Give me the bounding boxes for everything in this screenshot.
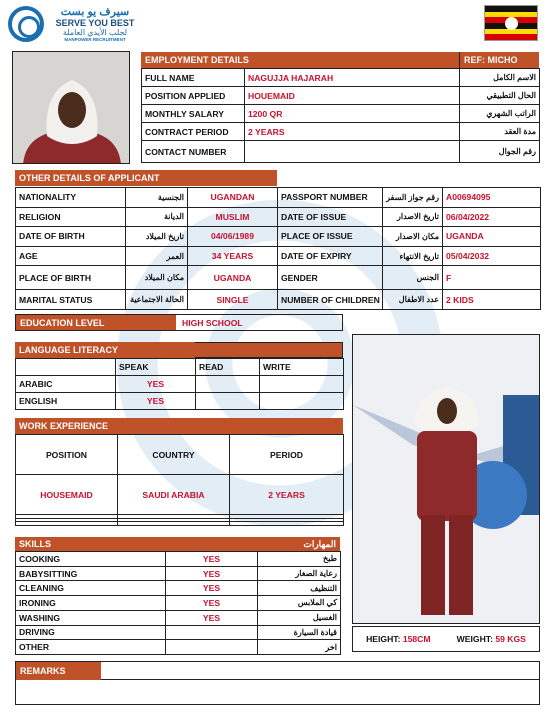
contact-number-value (245, 141, 460, 163)
position-applied-arabic: الحال التطبيقي (460, 87, 540, 105)
babysitting-label: BABYSITTING (16, 566, 166, 581)
table-row (16, 290, 541, 310)
skills-header-label: SKILLS (19, 539, 52, 549)
arabic-write-value (260, 376, 344, 393)
washing-arabic: الغسيل (258, 610, 341, 625)
english-write-value (260, 393, 344, 410)
table-row (16, 435, 344, 475)
position-applied-label: POSITION APPLIED (142, 87, 245, 105)
age-value: 34 YEARS (188, 246, 278, 266)
date-of-expiry-value: 05/04/2032 (443, 246, 541, 266)
table-row (16, 552, 341, 567)
driving-arabic: قيادة السيارة (258, 625, 341, 640)
contract-period-arabic: مدة العقد (460, 123, 540, 141)
headshot-photo (12, 51, 130, 164)
table-row (16, 581, 341, 596)
reference-number: REF: MICHO (459, 52, 539, 68)
work-experience-header: WORK EXPERIENCE (15, 418, 343, 434)
position-column-header: POSITION (16, 435, 118, 475)
place-of-issue-arabic: مكان الاصدار (383, 227, 443, 247)
remarks-value (16, 680, 539, 704)
table-row (16, 376, 344, 393)
full-name-label: FULL NAME (142, 69, 245, 87)
table-row (16, 610, 341, 625)
language-literacy-header: LANGUAGE LITERACY (15, 342, 195, 358)
position-applied-value: HOUEMAID (245, 87, 460, 105)
place-of-birth-label: PLACE OF BIRTH (16, 266, 126, 290)
contact-number-label: CONTACT NUMBER (142, 141, 245, 163)
english-language-label: ENGLISH (16, 393, 116, 410)
work-period-value: 2 YEARS (230, 475, 344, 515)
place-of-issue-value: UGANDA (443, 227, 541, 247)
other-details-table (15, 187, 541, 310)
cooking-arabic: طبخ (258, 552, 341, 567)
table-row (142, 87, 540, 105)
date-of-issue-value: 06/04/2022 (443, 207, 541, 227)
religion-arabic: الديانة (126, 207, 188, 227)
gender-label: GENDER (278, 266, 383, 290)
place-of-issue-label: PLACE OF ISSUE (278, 227, 383, 247)
marital-status-value: SINGLE (188, 290, 278, 310)
date-of-birth-value: 04/06/1989 (188, 227, 278, 247)
work-period-value (230, 522, 344, 526)
date-of-issue-arabic: تاريخ الاصدار (383, 207, 443, 227)
language-column-blank (16, 359, 116, 376)
table-row (16, 640, 341, 655)
place-of-birth-value: UGANDA (188, 266, 278, 290)
height-value: 158CM (402, 634, 431, 644)
table-row (16, 625, 341, 640)
nationality-arabic: الجنسية (126, 188, 188, 208)
period-column-header: PERIOD (230, 435, 344, 475)
table-row (16, 188, 541, 208)
religion-value: MUSLIM (188, 207, 278, 227)
country-column-header: COUNTRY (118, 435, 230, 475)
driving-label: DRIVING (16, 625, 166, 640)
skills-header (15, 537, 340, 551)
passport-number-arabic: رقم جواز السفر (383, 188, 443, 208)
language-literacy-table (15, 358, 344, 410)
washing-label: WASHING (16, 610, 166, 625)
english-speak-value: YES (116, 393, 196, 410)
other-details-section (15, 170, 540, 310)
english-read-value (196, 393, 260, 410)
date-of-birth-arabic: تاريخ الميلاد (126, 227, 188, 247)
remarks-header: REMARKS (16, 662, 101, 680)
remarks-section (15, 661, 540, 705)
agency-brand (50, 5, 140, 42)
driving-value (166, 625, 258, 640)
date-of-birth-label: DATE OF BIRTH (16, 227, 126, 247)
arabic-read-value (196, 376, 260, 393)
skills-section (15, 537, 340, 655)
marital-status-arabic: الحالة الاجتماعية (126, 290, 188, 310)
agency-logo-icon (8, 6, 44, 42)
date-of-issue-label: DATE OF ISSUE (278, 207, 383, 227)
table-row (16, 475, 344, 515)
babysitting-arabic: رعاية الصغار (258, 566, 341, 581)
monthly-salary-arabic: الراتب الشهري (460, 105, 540, 123)
work-country-value: SAUDI ARABIA (118, 475, 230, 515)
gender-value: F (443, 266, 541, 290)
weight-value: 59 KGS (495, 634, 526, 644)
education-level-label: EDUCATION LEVEL (16, 315, 176, 330)
number-of-children-value: 2 KIDS (443, 290, 541, 310)
table-row (142, 69, 540, 87)
agency-tagline-arabic: لجلب الأيدي العاملة (62, 28, 128, 37)
work-position-value: HOUSEMAID (16, 475, 118, 515)
passport-number-value: A00694095 (443, 188, 541, 208)
other-skill-value (166, 640, 258, 655)
other-details-header: OTHER DETAILS OF APPLICANT (15, 170, 277, 186)
weight-label: WEIGHT: (456, 634, 493, 644)
gender-arabic: الجنس (383, 266, 443, 290)
language-header-filler (195, 342, 343, 358)
cleaning-label: CLEANING (16, 581, 166, 596)
work-experience-section (15, 418, 343, 526)
table-row (16, 359, 344, 376)
table-row (16, 266, 541, 290)
education-level-row (15, 314, 343, 331)
speak-column-header: SPEAK (116, 359, 196, 376)
number-of-children-arabic: عدد الاطفال (383, 290, 443, 310)
washing-value: YES (166, 610, 258, 625)
arabic-speak-value: YES (116, 376, 196, 393)
full-body-photo (352, 334, 540, 624)
height-weight-row (352, 626, 540, 652)
cleaning-arabic: التنظيف (258, 581, 341, 596)
religion-label: RELIGION (16, 207, 126, 227)
other-skill-label: OTHER (16, 640, 166, 655)
table-row (16, 393, 344, 410)
ironing-label: IRONING (16, 596, 166, 611)
ironing-value: YES (166, 596, 258, 611)
marital-status-label: MARITAL STATUS (16, 290, 126, 310)
cleaning-value: YES (166, 581, 258, 596)
date-of-expiry-label: DATE OF EXPIRY (278, 246, 383, 266)
contact-number-arabic: رقم الجوال (460, 141, 540, 163)
passport-number-label: PASSPORT NUMBER (278, 188, 383, 208)
nationality-label: NATIONALITY (16, 188, 126, 208)
contract-period-value: 2 YEARS (245, 123, 460, 141)
place-of-birth-arabic: مكان الميلاد (126, 266, 188, 290)
table-row (142, 141, 540, 163)
cooking-value: YES (166, 552, 258, 567)
agency-tagline: MANPOWER RECRUITMENT (64, 37, 126, 42)
other-skill-arabic: اخر (258, 640, 341, 655)
date-of-expiry-arabic: تاريخ الانتهاء (383, 246, 443, 266)
height-label: HEIGHT: (366, 634, 401, 644)
full-name-value: NAGUJJA HAJARAH (245, 69, 460, 87)
agency-name: SERVE YOU BEST (55, 18, 135, 28)
nationality-value: UGANDAN (188, 188, 278, 208)
table-row (16, 566, 341, 581)
arabic-language-label: ARABIC (16, 376, 116, 393)
table-row (142, 105, 540, 123)
babysitting-value: YES (166, 566, 258, 581)
number-of-children-label: NUMBER OF CHILDREN (278, 290, 383, 310)
ironing-arabic: كي الملابس (258, 596, 341, 611)
agency-name-arabic: سيرف يو بست (60, 6, 130, 18)
employment-details-table (141, 68, 540, 163)
table-row (16, 246, 541, 266)
contract-period-label: CONTRACT PERIOD (142, 123, 245, 141)
work-position-value (16, 522, 118, 526)
work-country-value (118, 522, 230, 526)
table-row (142, 123, 540, 141)
table-row (16, 207, 541, 227)
full-name-arabic: الاسم الكامل (460, 69, 540, 87)
employment-details-section (141, 52, 539, 163)
age-label: AGE (16, 246, 126, 266)
skills-header-arabic: المهارات (303, 538, 336, 549)
employment-details-header: EMPLOYMENT DETAILS (141, 52, 459, 68)
uganda-flag-icon (484, 5, 538, 41)
work-experience-table (15, 434, 344, 526)
age-arabic: العمر (126, 246, 188, 266)
skills-table (15, 551, 341, 655)
monthly-salary-value: 1200 QR (245, 105, 460, 123)
read-column-header: READ (196, 359, 260, 376)
write-column-header: WRITE (260, 359, 344, 376)
table-row (16, 522, 344, 526)
table-row (16, 596, 341, 611)
education-level-value: HIGH SCHOOL (182, 317, 243, 328)
remarks-header-filler (101, 662, 539, 680)
language-literacy-section (15, 342, 343, 410)
cooking-label: COOKING (16, 552, 166, 567)
monthly-salary-label: MONTHLY SALARY (142, 105, 245, 123)
table-row (16, 227, 541, 247)
